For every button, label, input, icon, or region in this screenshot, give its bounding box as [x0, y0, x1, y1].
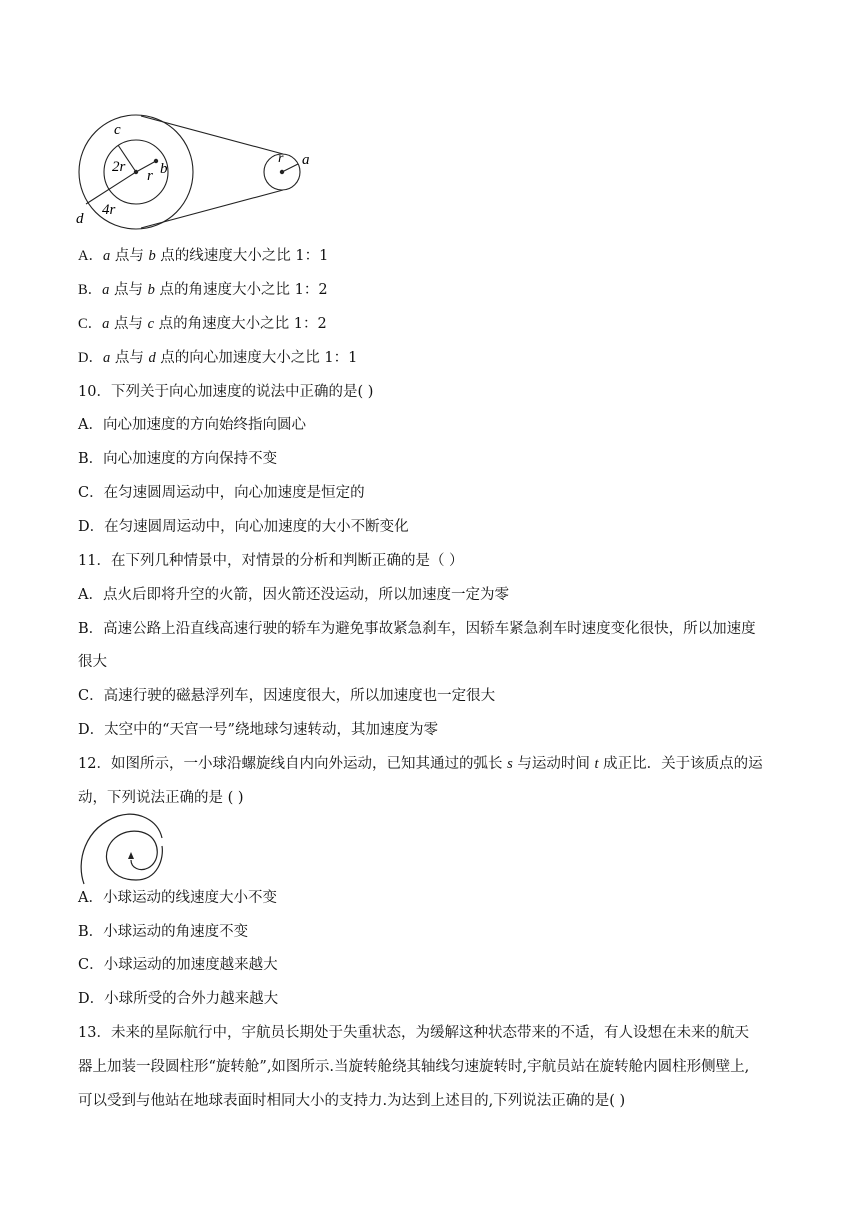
arrow-head — [128, 852, 134, 859]
q9-option-d: D．a 点与 d 点的向心加速度大小之比 1：1 — [78, 350, 358, 366]
q13-stem-line3: 可以受到与他站在地球表面时相同大小的支持力.为达到上述目的,下列说法正确的是( ) — [78, 1093, 626, 1109]
q10-stem: 10．下列关于向心加速度的说法中正确的是( ) — [78, 384, 374, 400]
q10-option-d: D．在匀速圆周运动中，向心加速度的大小不断变化 — [78, 519, 409, 535]
q9-option-b: B．a 点与 b 点的角速度大小之比 1：2 — [78, 282, 328, 298]
q12-option-b: B．小球运动的角速度不变 — [78, 924, 249, 940]
radius-r — [136, 161, 156, 172]
q9-option-c: C．a 点与 c 点的角速度大小之比 1：2 — [78, 316, 327, 332]
q10-option-b: B．向心加速度的方向保持不变 — [78, 451, 278, 467]
q10-option-a: A．向心加速度的方向始终指向圆心 — [78, 417, 306, 433]
label-2r: 2r — [112, 159, 126, 175]
spiral-path — [81, 814, 162, 884]
q13-stem-line2: 器上加装一段圆柱形“旋转舱”,如图所示.当旋转舱绕其轴线匀速旋转时,宇航员站在旋转舱内圆柱形侧壁上, — [78, 1059, 750, 1075]
q12-stem: 12．如图所示，一小球沿螺旋线自内向外运动，已知其通过的弧长 s 与运动时间 t 成正比．关于该质点的运 — [78, 756, 763, 772]
q12-stem-cont: 动，下列说法正确的是 ( ) — [78, 790, 244, 806]
q11-option-a: A．点火后即将升空的火箭，因火箭还没运动，所以加速度一定为零 — [78, 587, 509, 603]
radius-4r — [86, 172, 136, 204]
radius-small — [282, 164, 298, 172]
label-d: d — [76, 211, 84, 227]
q11-option-c: C．高速行驶的磁悬浮列车，因速度很大，所以加速度也一定很大 — [78, 688, 496, 704]
q12-option-d: D．小球所受的合外力越来越大 — [78, 991, 279, 1007]
q10-option-c: C．在匀速圆周运动中，向心加速度是恒定的 — [78, 485, 365, 501]
q12-option-c: C．小球运动的加速度越来越大 — [78, 957, 278, 973]
spiral-figure — [74, 808, 169, 886]
label-r-inner: r — [147, 168, 153, 184]
label-a: a — [302, 152, 310, 168]
belt-top — [141, 116, 283, 154]
q11-option-d: D．太空中的“天宫一号”绕地球匀速转动，其加速度为零 — [78, 722, 438, 738]
pulley-figure — [72, 112, 322, 230]
pulley-diagram — [72, 112, 322, 230]
q11-stem: 11．在下列几种情景中，对情景的分析和判断正确的是（ ） — [78, 553, 464, 569]
q13-stem-line1: 13．未来的星际航行中，宇航员长期处于失重状态，为缓解这种状态带来的不适，有人设想在未来的航天 — [78, 1025, 749, 1041]
q11-option-b: B．高速公路上沿直线高速行驶的轿车为避免事故紧急刹车，因轿车紧急刹车时速度变化很快，所以加速度 — [78, 621, 756, 637]
label-c: c — [114, 122, 121, 138]
label-r-small: r — [278, 151, 284, 166]
q12-option-a: A．小球运动的线速度大小不变 — [78, 890, 277, 906]
belt-bottom — [141, 190, 283, 228]
label-b: b — [160, 161, 168, 177]
q11-option-b-cont: 很大 — [78, 654, 107, 670]
q9-option-a: A．a 点与 b 点的线速度大小之比 1：1 — [78, 248, 329, 264]
label-4r: 4r — [102, 202, 116, 218]
spiral-diagram — [74, 808, 169, 886]
